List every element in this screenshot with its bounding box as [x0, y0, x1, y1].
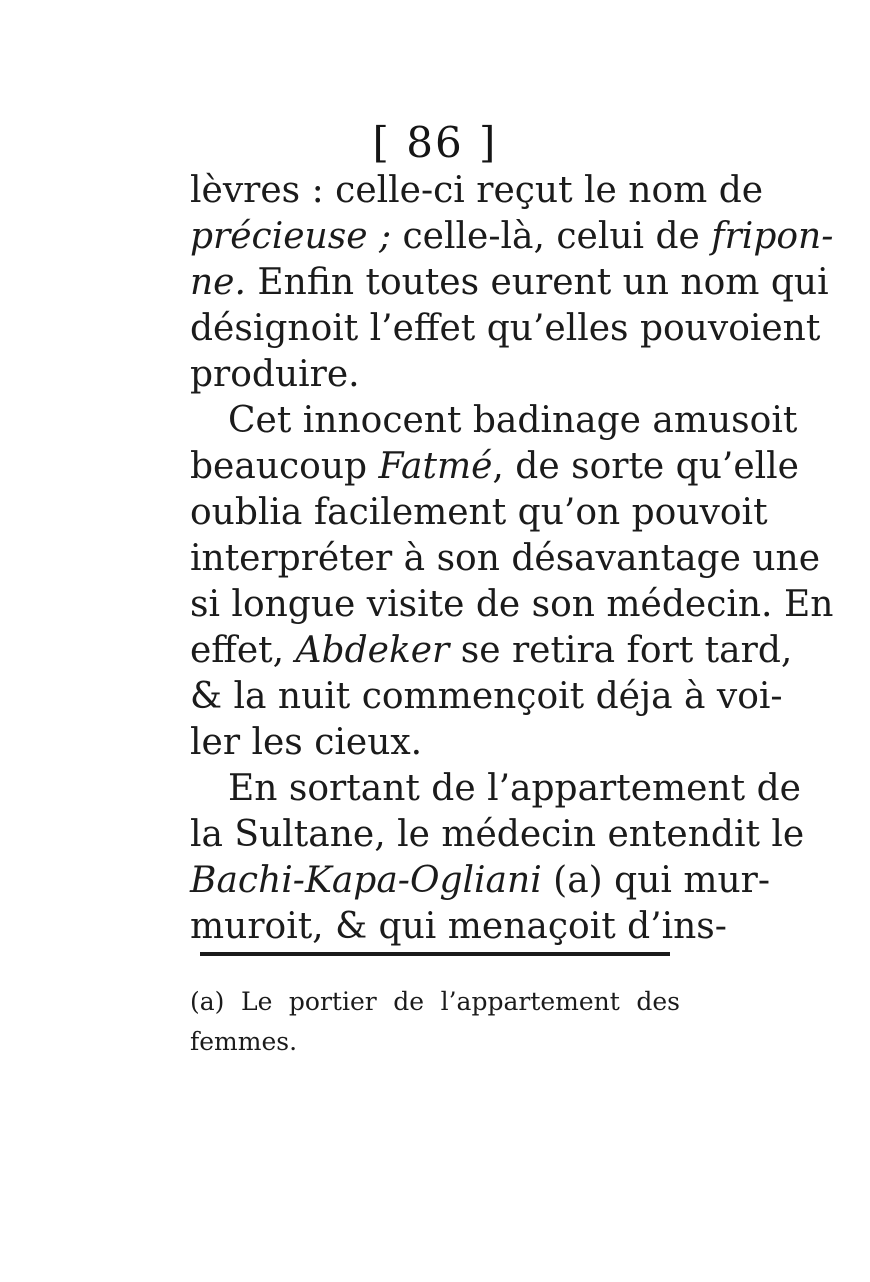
text-line [190, 582, 834, 628]
italic-word: fripon- [711, 216, 834, 257]
text-line [190, 812, 805, 858]
text-line-content: En sortant de l’appartement de [228, 768, 801, 809]
text-line [190, 352, 690, 398]
text-line-content: oublia facilement qu’on pouvoit [190, 492, 768, 533]
italic-word: ne. [190, 262, 246, 303]
page-number: [ 86 ] [372, 118, 498, 167]
italic-word: précieuse ; [190, 216, 392, 257]
text-segment: celle-là, celui de [391, 216, 712, 257]
footnote-rule [200, 952, 670, 956]
text-line-content: ler les cieux. [190, 722, 423, 763]
text-line [190, 260, 829, 306]
text-line-content: la Sultane, le médecin entendit le [190, 814, 805, 855]
italic-word: Abdeker [295, 630, 450, 671]
text-line-content [190, 628, 793, 674]
text-line [190, 536, 821, 582]
footnote-text: (a) Le portier de l’appartement des [190, 987, 680, 1016]
text-segment: Enfin toutes eurent un nom qui [245, 262, 829, 303]
italic-word: Bachi-Kapa-Ogliani [190, 860, 542, 901]
footnote-line [190, 1022, 680, 1062]
text-line-content: muroit, & qui menaçoit d’ins- [190, 906, 727, 947]
text-line-content [190, 260, 829, 306]
text-line-content: produire. [190, 354, 360, 395]
text-line-content [190, 444, 799, 490]
text-line [190, 674, 783, 720]
text-line [190, 904, 727, 950]
text-line-content: interpréter à son désavantage une [190, 538, 821, 579]
text-line [190, 858, 771, 904]
text-segment: beaucoup [190, 446, 379, 487]
text-segment: effet, [190, 630, 296, 671]
italic-word: Fatmé [378, 446, 493, 487]
text-line [190, 444, 799, 490]
text-line-content: désignoit l’effet qu’elles pouvoient [190, 308, 821, 349]
text-line [190, 628, 793, 674]
text-line [190, 168, 764, 214]
text-line [190, 214, 834, 260]
text-line-content: si longue visite de son médecin. En [190, 584, 834, 625]
text-line [190, 490, 768, 536]
text-segment: , de sorte qu’elle [492, 446, 799, 487]
text-line-content: Cet innocent badinage amusoit [228, 400, 798, 441]
text-segment: se retira fort tard, [449, 630, 793, 671]
footnote-text: femmes. [190, 1027, 298, 1056]
text-line-content [190, 858, 771, 904]
text-line-content [190, 214, 834, 260]
text-line [190, 306, 821, 352]
text-line [228, 398, 798, 444]
text-line [190, 720, 690, 766]
text-line-content: & la nuit commençoit déja à voi- [190, 676, 783, 717]
footnote-line [190, 982, 680, 1022]
text-segment: (a) qui mur- [541, 860, 771, 901]
text-line-content: lèvres : celle-ci reçut le nom de [190, 170, 764, 211]
text-line [228, 766, 801, 812]
